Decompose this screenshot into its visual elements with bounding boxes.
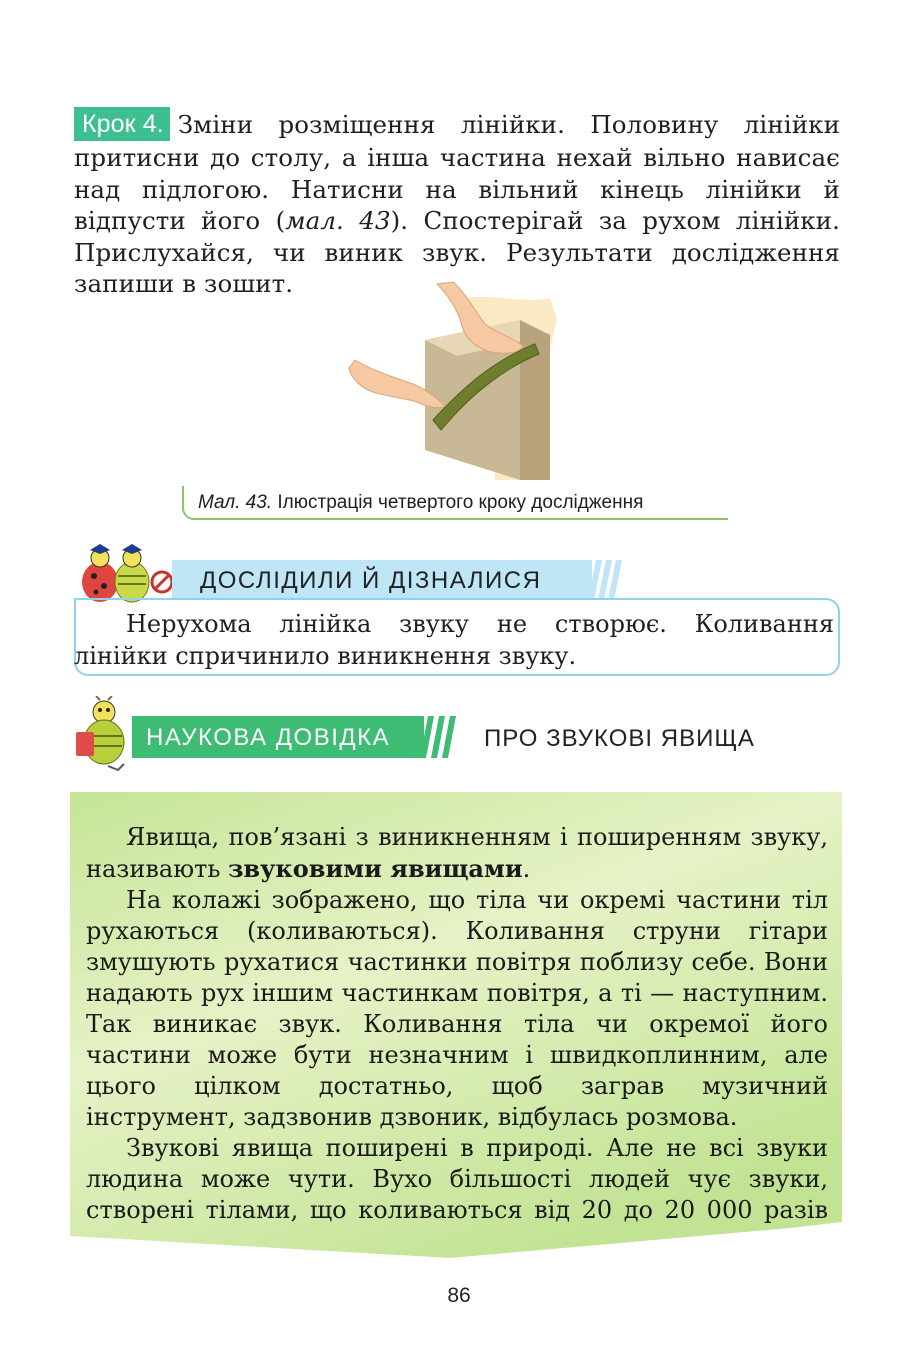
figure-reference: мал. 43: [285, 206, 391, 235]
page-number: 86: [447, 1284, 471, 1307]
science-note-subtitle: ПРО ЗВУКОВІ ЯВИЩА: [484, 725, 755, 752]
figure-caption: [182, 486, 728, 520]
ruler-experiment-illustration: [345, 280, 565, 490]
science-note-title: НАУКОВА ДОВІДКА: [146, 724, 391, 751]
reading-bug-mascot-icon: [74, 696, 136, 772]
term-sound-phenomena: звуковими явищами: [228, 854, 523, 883]
figure-label: Мал. 43.: [198, 492, 273, 513]
step-text-1: Зміни розміщення лінійки. Половину лінійки притисни до столу, а інша частина нехай вільно нависає над підлогою. Натисни на вільний кінець лінійки й відпусти його (: [74, 110, 840, 235]
bug-scientists-mascot-icon: [72, 542, 178, 606]
research-header-stripes: [588, 560, 624, 600]
science-note-paragraph-2: На колажі зображено, що тіла чи окремі частини тіл рухаються (коливаються). Коливання струни гітари змушують рухатися частинки повітря поблизу себе. Вони надають рух іншим частинкам повітря, а ті — наступним. Так виникає звук. Коливання тіла чи окремої його частини може бути незначним і швидкоплинним, але цього цілком достатньо, щоб заграв музичний інструмент, задзвонив дзвоник, відбулась розмова.: [86, 886, 828, 1131]
figure-caption-text: Ілюстрація четвертого кроку дослідження: [277, 492, 644, 513]
science-note-paragraph-1: Явища, пов’язані з виникненням і поширенням звуку, називають звуковими явищами.: [86, 823, 828, 883]
science-note-header-stripes: [420, 716, 458, 758]
research-text: Нерухома лінійка звуку не створює. Коливання лінійки спричинило виникнення звуку.: [74, 610, 834, 670]
science-note-paragraph-3: Звукові явища поширені в природі. Але не всі звуки людина може чути. Вухо більшості людей чує звуки, створені тілами, що коливаються від 20 до 20 000 разів: [86, 1134, 828, 1224]
research-title: ДОСЛІДИЛИ Й ДІЗНАЛИСЯ: [200, 567, 542, 594]
step-text-2: ). Спостерігай за рухом лінійки. Прислухайся, чи виник звук. Результати дослідження запиши в зошит.: [74, 206, 840, 298]
step-paragraph: [74, 108, 840, 300]
step-badge: Крок 4.: [74, 107, 170, 141]
science-note-text: [86, 822, 828, 1226]
